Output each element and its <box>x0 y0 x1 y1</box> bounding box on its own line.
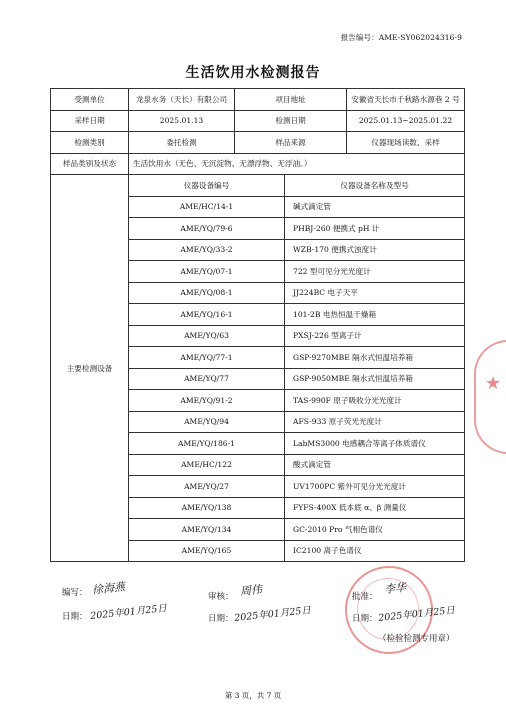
equipment-name: PXSJ-226 型离子计 <box>285 325 465 347</box>
page-title: 生活饮用水检测报告 <box>185 65 321 81</box>
equipment-code: AME/YQ/79-6 <box>129 218 285 240</box>
equipment-code: AME/YQ/165 <box>129 540 285 562</box>
test-category-label: 检测类别 <box>51 132 129 154</box>
equipment-name: GC-2010 Pro 气相色谱仪 <box>285 519 465 541</box>
header-row-category <box>51 132 465 154</box>
edge-seal <box>474 340 506 454</box>
editor-date: 2025年01月25日 <box>89 603 168 622</box>
equipment-name: AFS-933 原子荧光光度计 <box>285 411 465 433</box>
equipment-code: AME/YQ/16-1 <box>129 304 285 326</box>
equipment-name-header: 仪器设备名称及型号 <box>285 175 465 197</box>
equipment-code: AME/YQ/77 <box>129 368 285 390</box>
stamp-note: （检验检测专用章） <box>378 634 455 644</box>
editor-signature: 徐海燕 <box>91 580 126 597</box>
equipment-name: 碱式滴定管 <box>285 196 465 218</box>
equipment-code: AME/YQ/134 <box>129 519 285 541</box>
equipment-code: AME/YQ/186-1 <box>129 433 285 455</box>
equipment-code: AME/YQ/138 <box>129 497 285 519</box>
testing-date-value: 2025.01.13~2025.01.22 <box>347 110 465 132</box>
sample-row <box>51 153 465 175</box>
equipment-code: AME/YQ/77-1 <box>129 347 285 369</box>
equipment-name: TAS-990F 原子吸收分光光度计 <box>285 390 465 412</box>
approver-date: 2025年01月25日 <box>377 605 456 624</box>
equipment-code-header: 仪器设备编号 <box>129 175 285 197</box>
equipment-name: 101-2B 电热恒温干燥箱 <box>285 304 465 326</box>
equipment-header-row <box>51 175 465 197</box>
sample-source-value: 仪器现场读数、采样 <box>347 132 465 154</box>
equipment-name: IC2100 离子色谱仪 <box>285 540 465 562</box>
reviewer-date: 2025年01月25日 <box>233 605 312 624</box>
equipment-section-label: 主要检测设备 <box>51 175 129 562</box>
header-row-dates <box>51 110 465 132</box>
client-label: 受测单位 <box>51 89 129 111</box>
equipment-name: LabMS3000 电感耦合等离子体质谱仪 <box>285 433 465 455</box>
equipment-name: GSP-9270MBE 隔水式恒温培养箱 <box>285 347 465 369</box>
approver-signature: 李华 <box>383 580 407 597</box>
equipment-code: AME/YQ/08-1 <box>129 282 285 304</box>
reviewer-signature: 周伟 <box>239 582 263 599</box>
equipment-name: UV1700PC 紫外可见分光光度计 <box>285 476 465 498</box>
test-category-value: 委托检测 <box>129 132 235 154</box>
equipment-name: JJ224BC 电子天平 <box>285 282 465 304</box>
equipment-code: AME/YQ/27 <box>129 476 285 498</box>
sample-label: 样品类别及状态 <box>51 153 129 175</box>
star-icon: ★ <box>485 373 502 394</box>
sampling-date-value: 2025.01.13 <box>129 110 235 132</box>
approver-date-label: 日期： <box>352 614 378 624</box>
equipment-code: AME/HC/122 <box>129 454 285 476</box>
equipment-code: AME/YQ/07-1 <box>129 261 285 283</box>
header-row-client <box>51 89 465 111</box>
reviewer-date-label: 日期： <box>208 614 234 624</box>
sample-value: 生活饮用水（无色、无沉淀物、无漂浮物、无浮油。） <box>129 153 465 175</box>
address-value: 安徽省天长市千秋路水源巷 2 号 <box>347 89 465 111</box>
editor-label: 编写： <box>62 588 88 598</box>
reviewer-label: 审核： <box>208 592 234 602</box>
equipment-name: GSP-9050MBE 隔水式恒温培养箱 <box>285 368 465 390</box>
sampling-date-label: 采样日期 <box>51 110 129 132</box>
address-label: 项目地址 <box>235 89 347 111</box>
sample-source-label: 样品来源 <box>235 132 347 154</box>
equipment-name: 722 型可见分光光度计 <box>285 261 465 283</box>
equipment-code: AME/YQ/33-2 <box>129 239 285 261</box>
equipment-name: WZB-170 便携式浊度计 <box>285 239 465 261</box>
equipment-code: AME/HC/14-1 <box>129 196 285 218</box>
report-table <box>50 88 465 562</box>
page-number: 第 3 页，共 7 页 <box>224 691 282 700</box>
approver-label: 批准： <box>352 592 378 602</box>
testing-date-label: 检测日期 <box>235 110 347 132</box>
equipment-code: AME/YQ/91-2 <box>129 390 285 412</box>
equipment-code: AME/YQ/94 <box>129 411 285 433</box>
equipment-name: PHBJ-260 便携式 pH 计 <box>285 218 465 240</box>
equipment-name: FYFS-400X 低本底 α、β 测量仪 <box>285 497 465 519</box>
equipment-name: 酸式滴定管 <box>285 454 465 476</box>
editor-date-label: 日期： <box>62 612 88 622</box>
equipment-code: AME/YQ/63 <box>129 325 285 347</box>
report-number: 报告编号：AME-SY062024316-9 <box>340 33 462 42</box>
client-value: 龙泉水务（天长）有限公司 <box>129 89 235 111</box>
